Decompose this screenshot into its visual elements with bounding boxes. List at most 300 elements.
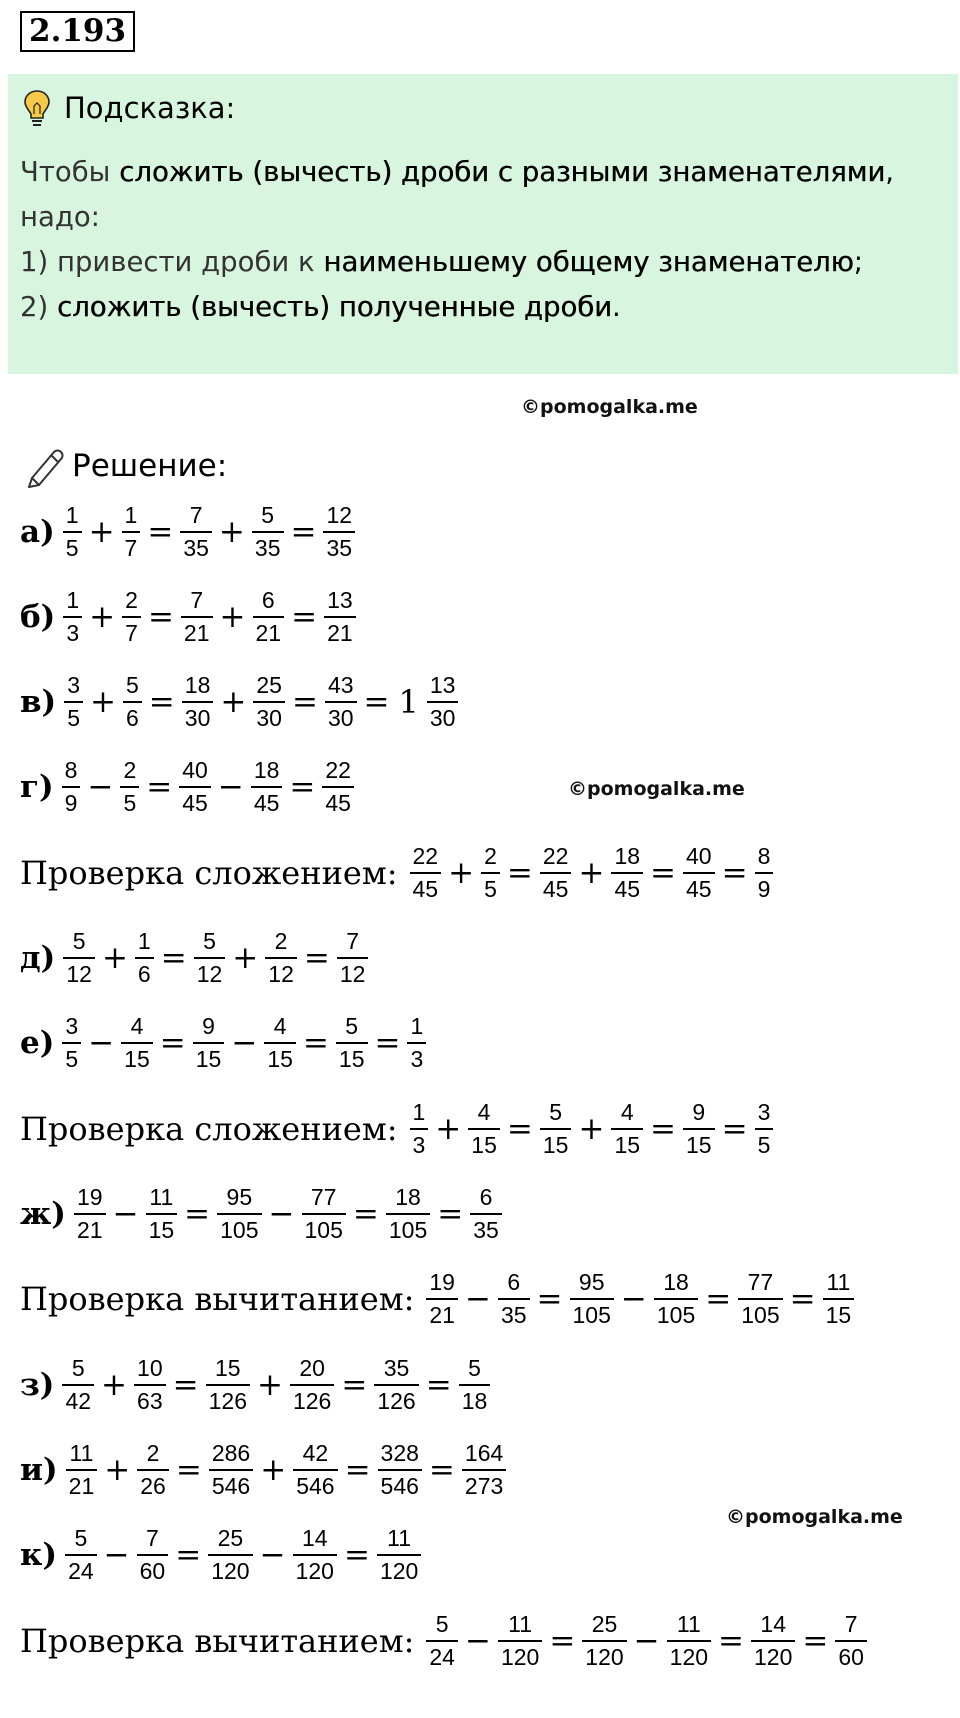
denominator: 9 [755, 872, 774, 905]
fraction [377, 1523, 421, 1587]
fraction [251, 755, 283, 819]
hint-line-4 [20, 285, 894, 330]
denominator: 15 [683, 1128, 715, 1161]
numerator: 5 [435, 1611, 449, 1637]
denominator: 5 [62, 1042, 81, 1075]
numerator: 9 [202, 1013, 215, 1039]
denominator: 5 [64, 701, 83, 734]
numerator: 5 [71, 1355, 85, 1381]
hint-line-1 [20, 150, 894, 195]
item-label: г) [20, 769, 54, 805]
numerator: 5 [549, 1099, 563, 1125]
operator: = [506, 1111, 533, 1147]
operator: = [160, 940, 187, 976]
denominator: 15 [146, 1213, 178, 1246]
operator: = [175, 1452, 202, 1488]
fraction [137, 1438, 169, 1502]
hint-text-plain: 2) [20, 291, 57, 323]
item-label: б) [20, 599, 56, 635]
operator: = [291, 599, 318, 635]
pencil-icon [24, 444, 66, 488]
operator: = [721, 855, 748, 891]
operator: + [101, 940, 128, 976]
lightbulb-icon [22, 88, 52, 128]
operator: + [219, 599, 246, 635]
denominator: 21 [253, 616, 285, 649]
operator: − [268, 1196, 295, 1232]
item-label: ж) [20, 1196, 66, 1232]
denominator: 45 [251, 786, 283, 819]
numerator: 5 [468, 1355, 481, 1381]
denominator: 546 [293, 1469, 337, 1502]
operator: = [184, 1196, 211, 1232]
fraction [322, 755, 354, 819]
operator: + [220, 684, 247, 720]
operator: = [146, 769, 173, 805]
denominator: 18 [459, 1384, 491, 1417]
numerator: 2 [125, 587, 138, 613]
numerator: 11 [676, 1611, 701, 1637]
numerator: 18 [184, 672, 211, 698]
fraction [755, 1097, 774, 1161]
operator: = [148, 684, 175, 720]
operator: = [290, 514, 317, 550]
check-label: Проверка вычитанием: [20, 1622, 415, 1660]
fraction [611, 1097, 643, 1161]
denominator: 21 [324, 616, 356, 649]
operator: = [428, 1452, 455, 1488]
denominator: 105 [386, 1213, 430, 1246]
numerator: 22 [325, 757, 351, 783]
hint-box [8, 74, 958, 374]
fraction [410, 841, 442, 905]
denominator: 105 [738, 1298, 782, 1331]
fraction [582, 1609, 626, 1673]
denominator: 35 [470, 1213, 502, 1246]
check-line [20, 1609, 869, 1673]
fraction [63, 585, 82, 649]
denominator: 5 [481, 872, 500, 905]
denominator: 21 [426, 1298, 458, 1331]
fraction [683, 841, 715, 905]
numerator: 12 [326, 502, 353, 528]
denominator: 120 [208, 1554, 252, 1587]
numerator: 11 [508, 1611, 533, 1637]
denominator: 45 [179, 786, 211, 819]
numerator: 40 [182, 757, 208, 783]
fraction [63, 926, 95, 990]
denominator: 120 [582, 1640, 626, 1673]
numerator: 15 [215, 1355, 241, 1381]
hint-text-plain: Чтобы [20, 156, 120, 188]
numerator: 164 [464, 1440, 504, 1466]
operator: + [260, 1452, 287, 1488]
operator: + [232, 940, 259, 976]
item-label: а) [20, 514, 55, 550]
item-label: д) [20, 940, 56, 976]
operator: = [650, 1111, 677, 1147]
fraction [410, 1097, 429, 1161]
fraction [193, 1011, 225, 1075]
item-label: к) [20, 1537, 58, 1573]
operator: = [506, 855, 533, 891]
denominator: 15 [121, 1042, 153, 1075]
fraction [134, 1353, 166, 1417]
numerator: 7 [346, 928, 360, 954]
operator: − [464, 1623, 491, 1659]
hint-text-bold: сложить (вычесть) дроби с разными знаменателями [119, 156, 886, 188]
whole-part: 1 [398, 683, 419, 721]
operator: + [578, 855, 605, 891]
denominator: 105 [217, 1213, 261, 1246]
denominator: 15 [468, 1128, 500, 1161]
fraction [337, 926, 369, 990]
denominator: 15 [611, 1128, 643, 1161]
fraction [540, 1097, 572, 1161]
denominator: 120 [293, 1554, 337, 1587]
denominator: 5 [63, 531, 82, 564]
denominator: 60 [835, 1640, 867, 1673]
numerator: 5 [203, 928, 216, 954]
numerator: 18 [253, 757, 280, 783]
operator: = [374, 1025, 401, 1061]
numerator: 7 [190, 587, 204, 613]
numerator: 4 [130, 1013, 144, 1039]
denominator: 15 [823, 1298, 855, 1331]
fraction [64, 670, 83, 734]
numerator: 4 [620, 1099, 634, 1125]
operator: = [159, 1025, 186, 1061]
equation-line [20, 1182, 504, 1246]
numerator: 25 [217, 1525, 244, 1551]
item-label: в) [20, 684, 57, 720]
numerator: 18 [614, 843, 641, 869]
numerator: 13 [327, 587, 353, 613]
operator: + [218, 514, 245, 550]
operator: + [101, 1367, 128, 1403]
solution-title: Решение: [72, 448, 228, 484]
item-label: е) [20, 1025, 55, 1061]
numerator: 1 [410, 1013, 424, 1039]
numerator: 18 [395, 1184, 421, 1210]
operator: = [303, 940, 330, 976]
denominator: 126 [290, 1384, 334, 1417]
fraction [462, 1438, 506, 1502]
denominator: 35 [498, 1298, 530, 1331]
numerator: 5 [74, 1525, 88, 1551]
denominator: 105 [654, 1298, 698, 1331]
operator: = [291, 684, 318, 720]
watermark: ©pomogalka.me [568, 778, 745, 800]
fraction [459, 1353, 491, 1417]
numerator: 6 [261, 587, 275, 613]
check-line [20, 841, 775, 905]
numerator: 2 [484, 843, 497, 869]
fraction [293, 1438, 337, 1502]
operator: = [147, 599, 174, 635]
operator: + [448, 855, 475, 891]
fraction [683, 1097, 715, 1161]
operator: = [147, 514, 174, 550]
check-label: Проверка сложением: [20, 1110, 398, 1148]
fraction [386, 1182, 430, 1246]
denominator: 35 [323, 531, 355, 564]
fraction [540, 841, 572, 905]
numerator: 11 [826, 1269, 851, 1295]
operator: = [802, 1623, 829, 1659]
fraction [407, 1011, 426, 1075]
fraction [180, 500, 212, 564]
fraction [121, 1011, 153, 1075]
fraction [426, 1267, 458, 1331]
fraction [755, 841, 774, 905]
task-number: 2.193 [20, 11, 135, 52]
fraction [823, 1267, 855, 1331]
equation-line [20, 500, 357, 564]
check-line [20, 1267, 856, 1331]
hint-text-plain: 1) привести дроби к [20, 246, 324, 278]
operator: = [172, 1367, 199, 1403]
numerator: 19 [76, 1184, 103, 1210]
numerator: 9 [692, 1099, 706, 1125]
fraction [137, 1523, 169, 1587]
operator: + [88, 514, 115, 550]
equation-line [20, 926, 370, 990]
denominator: 42 [62, 1384, 94, 1417]
numerator: 42 [302, 1440, 329, 1466]
equation-line [20, 1523, 423, 1587]
numerator: 7 [189, 502, 203, 528]
equation-line [20, 1438, 508, 1502]
denominator: 120 [667, 1640, 711, 1673]
numerator: 13 [429, 672, 456, 698]
fraction [265, 926, 297, 990]
numerator: 11 [149, 1184, 174, 1210]
numerator: 4 [477, 1099, 491, 1125]
hint-text-plain: . [612, 291, 621, 323]
denominator: 26 [137, 1469, 169, 1502]
hint-text-bold: сложить (вычесть) полученные дроби [56, 291, 613, 323]
operator: = [718, 1623, 745, 1659]
operator: = [344, 1452, 371, 1488]
fraction [751, 1609, 795, 1673]
fraction [293, 1523, 337, 1587]
operator: = [705, 1281, 732, 1317]
fraction [498, 1267, 530, 1331]
hint-line-2 [20, 195, 894, 240]
equation-line [20, 1011, 428, 1075]
hint-text-bold: наименьшему общему знаменателю [323, 246, 854, 278]
denominator: 273 [462, 1469, 506, 1502]
numerator: 3 [757, 1099, 771, 1125]
fraction [570, 1267, 614, 1331]
denominator: 105 [302, 1213, 346, 1246]
denominator: 3 [63, 616, 82, 649]
operator: − [112, 1196, 139, 1232]
numerator: 3 [67, 672, 81, 698]
check-label: Проверка сложением: [20, 854, 398, 892]
numerator: 7 [146, 1525, 159, 1551]
operator: + [435, 1111, 462, 1147]
numerator: 43 [327, 672, 354, 698]
numerator: 3 [65, 1013, 79, 1039]
numerator: 5 [261, 502, 275, 528]
numerator: 25 [256, 672, 282, 698]
denominator: 5 [120, 786, 139, 819]
denominator: 30 [325, 701, 357, 734]
numerator: 11 [387, 1525, 412, 1551]
numerator: 1 [66, 587, 80, 613]
denominator: 12 [63, 957, 95, 990]
denominator: 15 [193, 1042, 225, 1075]
numerator: 7 [844, 1611, 858, 1637]
denominator: 45 [683, 872, 715, 905]
fraction [74, 1182, 106, 1246]
operator: = [536, 1281, 563, 1317]
operator: = [341, 1367, 368, 1403]
numerator: 10 [137, 1355, 163, 1381]
numerator: 8 [757, 843, 771, 869]
fraction [62, 755, 81, 819]
denominator: 126 [374, 1384, 418, 1417]
operator: + [578, 1111, 605, 1147]
denominator: 30 [182, 701, 214, 734]
denominator: 35 [252, 531, 284, 564]
check-label: Проверка вычитанием: [20, 1280, 415, 1318]
denominator: 105 [570, 1298, 614, 1331]
operator: − [633, 1623, 660, 1659]
operator: + [89, 599, 116, 635]
denominator: 120 [498, 1640, 542, 1673]
watermark: ©pomogalka.me [521, 396, 698, 418]
operator: − [259, 1537, 286, 1573]
denominator: 5 [755, 1128, 774, 1161]
denominator: 30 [253, 701, 285, 734]
operator: − [87, 769, 114, 805]
numerator: 1 [65, 502, 79, 528]
operator: = [425, 1367, 452, 1403]
fraction [667, 1609, 711, 1673]
numerator: 5 [126, 672, 139, 698]
fraction [253, 670, 285, 734]
operator: − [464, 1281, 491, 1317]
equation-line [20, 755, 356, 819]
numerator: 95 [226, 1184, 253, 1210]
fraction [498, 1609, 542, 1673]
denominator: 12 [194, 957, 226, 990]
operator: − [88, 1025, 115, 1061]
denominator: 126 [206, 1384, 250, 1417]
denominator: 6 [123, 701, 142, 734]
fraction [179, 755, 211, 819]
fraction [122, 585, 141, 649]
denominator: 30 [427, 701, 459, 734]
denominator: 45 [540, 872, 572, 905]
fraction [146, 1182, 178, 1246]
denominator: 45 [322, 786, 354, 819]
numerator: 286 [211, 1440, 251, 1466]
denominator: 15 [540, 1128, 572, 1161]
operator: = [650, 855, 677, 891]
numerator: 20 [299, 1355, 325, 1381]
numerator: 2 [146, 1440, 160, 1466]
numerator: 2 [123, 757, 137, 783]
fraction [324, 585, 356, 649]
denominator: 120 [751, 1640, 795, 1673]
fraction [468, 1097, 500, 1161]
hint-line-3 [20, 240, 894, 285]
hint-header [22, 86, 235, 130]
numerator: 77 [747, 1269, 774, 1295]
operator: = [363, 684, 390, 720]
denominator: 6 [135, 957, 154, 990]
operator: + [104, 1452, 131, 1488]
denominator: 120 [377, 1554, 421, 1587]
fraction [253, 585, 285, 649]
hint-text-plain: , [885, 156, 894, 188]
operator: = [343, 1537, 370, 1573]
fraction [264, 1011, 296, 1075]
fraction [738, 1267, 782, 1331]
equation-line [20, 1353, 492, 1417]
fraction [206, 1353, 250, 1417]
watermark: ©pomogalka.me [726, 1506, 903, 1528]
item-label: з) [20, 1367, 55, 1403]
numerator: 18 [663, 1269, 689, 1295]
numerator: 40 [686, 843, 712, 869]
fraction [62, 1011, 81, 1075]
operator: + [256, 1367, 283, 1403]
numerator: 19 [429, 1269, 455, 1295]
denominator: 3 [407, 1042, 426, 1075]
hint-text-plain: ; [853, 246, 864, 278]
hint-title: Подсказка: [64, 91, 236, 125]
operator: = [175, 1537, 202, 1573]
operator: = [289, 769, 316, 805]
numerator: 77 [310, 1184, 337, 1210]
fraction [63, 500, 82, 564]
equation-line [20, 670, 460, 734]
denominator: 546 [378, 1469, 422, 1502]
denominator: 12 [337, 957, 369, 990]
numerator: 8 [64, 757, 78, 783]
denominator: 45 [611, 872, 643, 905]
operator: = [437, 1196, 464, 1232]
denominator: 7 [122, 531, 141, 564]
numerator: 14 [760, 1611, 786, 1637]
numerator: 5 [345, 1013, 359, 1039]
operator: − [620, 1281, 647, 1317]
numerator: 1 [137, 928, 151, 954]
fraction [66, 1438, 98, 1502]
operator: = [549, 1623, 576, 1659]
denominator: 546 [209, 1469, 253, 1502]
fraction [217, 1182, 261, 1246]
fraction [120, 755, 139, 819]
fraction [65, 1523, 97, 1587]
numerator: 6 [479, 1184, 493, 1210]
fraction [302, 1182, 346, 1246]
numerator: 25 [591, 1611, 618, 1637]
numerator: 1 [412, 1099, 426, 1125]
check-line [20, 1097, 775, 1161]
hint-text [20, 150, 894, 330]
numerator: 1 [124, 502, 138, 528]
fraction [181, 585, 213, 649]
operator: = [352, 1196, 379, 1232]
item-label: и) [20, 1452, 58, 1488]
denominator: 9 [62, 786, 81, 819]
